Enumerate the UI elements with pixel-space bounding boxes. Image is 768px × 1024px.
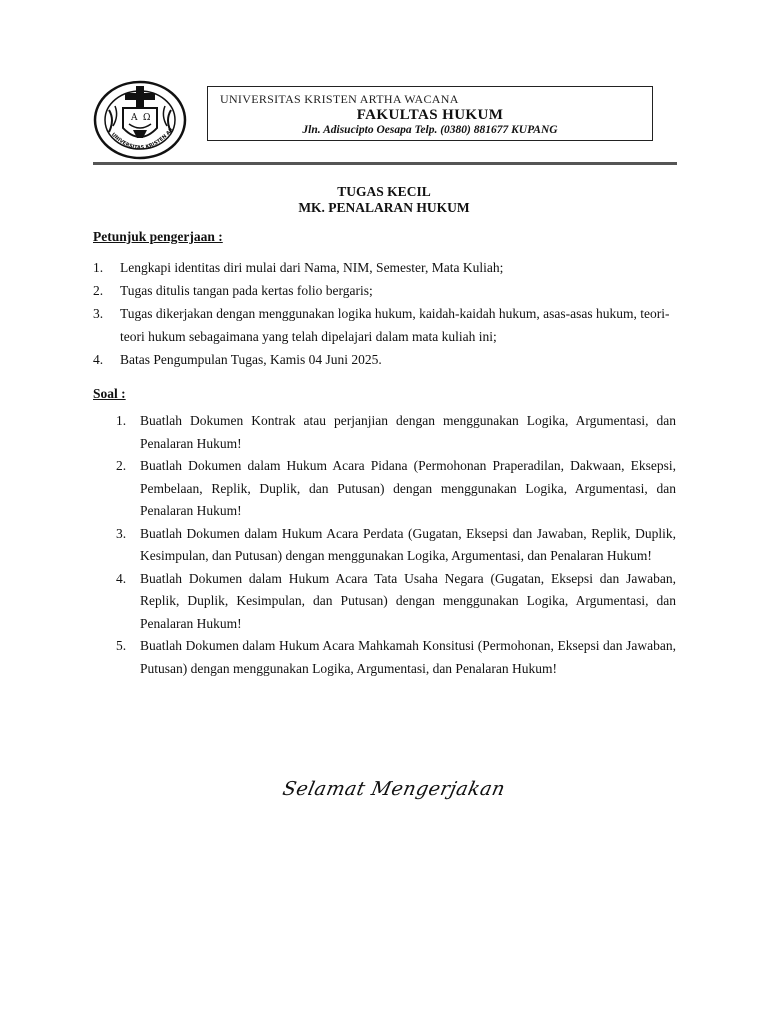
question-item bbox=[116, 455, 676, 523]
letterhead-divider bbox=[93, 162, 677, 165]
instructions-heading: Petunjuk pengerjaan : bbox=[93, 229, 223, 244]
instruction-text: Tugas dikerjakan dengan menggunakan logika hukum, kaidah-kaidah hukum, asas-asas hukum, teori-teori hukum sebagaimana yang telah dipelajari dalam mata kuliah ini; bbox=[120, 306, 670, 344]
question-item bbox=[116, 635, 676, 680]
question-number: 2. bbox=[116, 458, 127, 473]
question-number: 5. bbox=[116, 638, 127, 653]
document-title: TUGAS KECIL bbox=[337, 184, 431, 199]
question-text: Buatlah Dokumen dalam Hukum Acara Tata Usaha Negara (Gugatan, Eksepsi dan Jawaban, Replik, Duplik, Kesimpulan, dan Putusan) dengan menggunakan Logika, Argumentasi, dan Penalaran Hukum! bbox=[140, 570, 676, 631]
svg-text:Ω: Ω bbox=[143, 113, 151, 123]
question-text: Buatlah Dokumen dalam Hukum Acara Perdata (Gugatan, Eksepsi dan Jawaban, Replik, Duplik, Kesimpulan, dan Putusan) dengan menggunakan Logika, Argumentasi, dan Penalaran Hukum! bbox=[140, 525, 676, 563]
question-item bbox=[116, 523, 676, 568]
instructions-list bbox=[93, 256, 683, 371]
university-logo bbox=[93, 80, 187, 160]
university-name: UNIVERSITAS KRISTEN ARTHA WACANA bbox=[220, 92, 459, 106]
instruction-text: Lengkapi identitas diri mulai dari Nama, NIM, Semester, Mata Kuliah; bbox=[120, 260, 504, 275]
questions-list bbox=[116, 410, 676, 680]
course-title: MK. PENALARAN HUKUM bbox=[298, 200, 470, 215]
question-number: 4. bbox=[116, 570, 127, 586]
question-text: Buatlah Dokumen dalam Hukum Acara Mahkamah Konsitusi (Permohonan, Eksepsi dan Jawaban, Putusan) dengan menggunakan Logika, Argumentasi, dan Penalaran Hukum! bbox=[140, 638, 676, 676]
logo-arc-text: UNIVERSITAS KRISTEN AR bbox=[109, 127, 175, 152]
question-item bbox=[116, 410, 676, 455]
instruction-number: 3. bbox=[93, 306, 104, 321]
question-item bbox=[116, 568, 676, 636]
instruction-item bbox=[93, 348, 683, 371]
instruction-item bbox=[93, 256, 683, 279]
instruction-text: Tugas ditulis tangan pada kertas folio bergaris; bbox=[120, 283, 373, 298]
instruction-item bbox=[93, 302, 683, 348]
faculty-name: FAKULTAS HUKUM bbox=[356, 107, 504, 123]
question-number: 3. bbox=[116, 525, 127, 541]
questions-heading: Soal : bbox=[93, 386, 126, 401]
instruction-text: Batas Pengumpulan Tugas, Kamis 04 Juni 2025. bbox=[120, 352, 382, 367]
question-number: 1. bbox=[116, 413, 127, 428]
question-text: Buatlah Dokumen dalam Hukum Acara Pidana (Permohonan Praperadilan, Dakwaan, Eksepsi, Pembelaan, Replik, Duplik, dan Putusan) dengan menggunakan Logika, Argumentasi, dan Penalaran Hukum! bbox=[140, 458, 676, 518]
instruction-number: 2. bbox=[93, 283, 104, 298]
instruction-number: 4. bbox=[93, 352, 104, 367]
instruction-item bbox=[93, 279, 683, 302]
instruction-number: 1. bbox=[93, 260, 104, 275]
letterhead-box bbox=[207, 86, 653, 141]
question-text: Buatlah Dokumen Kontrak atau perjanjian dengan menggunakan Logika, Argumentasi, dan Penalaran Hukum! bbox=[140, 413, 676, 451]
svg-text:A: A bbox=[131, 113, 138, 123]
closing-note: Selamat Mengerjakan bbox=[280, 778, 508, 800]
faculty-address: Jln. Adisucipto Oesapa Telp. (0380) 881677 KUPANG bbox=[302, 124, 558, 136]
